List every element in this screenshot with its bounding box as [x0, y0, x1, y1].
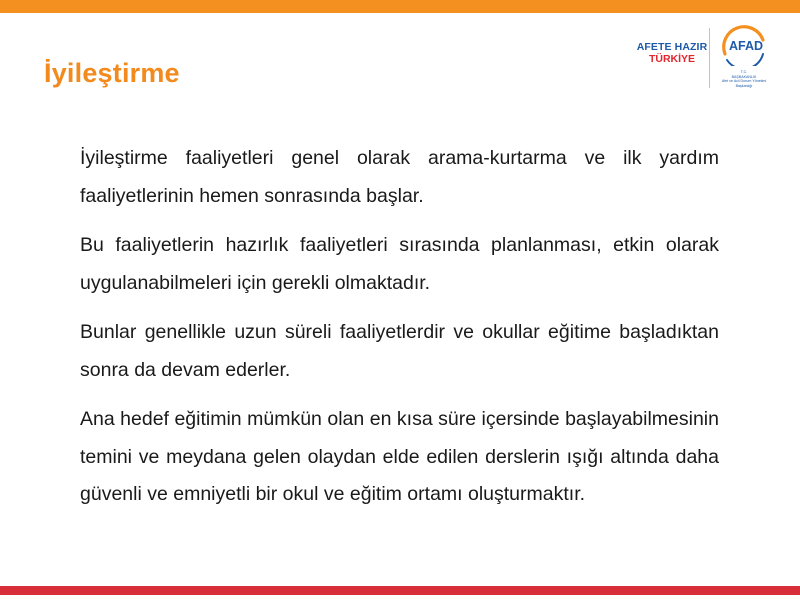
- turkiye-text: TÜRKİYE: [648, 53, 696, 65]
- afete-hazir-turkiye-logo: [630, 41, 714, 65]
- top-accent-bar: [0, 0, 800, 13]
- logo-group: [624, 24, 774, 92]
- slide-title: İyileştirme: [44, 58, 180, 88]
- body-paragraph: İyileştirme faaliyetleri genel olarak arama-kurtarma ve ilk yardım faaliyetlerinin hemen sonrasında başlar.: [80, 147, 719, 207]
- afad-logo-text: AFAD: [728, 39, 764, 53]
- afad-subtitle-line: Afet ve Acil Durum Yönetimi Başkanlığı: [721, 79, 767, 88]
- bottom-accent-bar: [0, 586, 800, 595]
- body-paragraph: Bunlar genellikle uzun süreli faaliyetlerdir ve okullar eğitime başladıktan sonra da devam ederler.: [80, 321, 719, 381]
- logo-divider: [709, 28, 710, 88]
- afad-subtitle: [716, 70, 772, 88]
- afete-hazir-text: AFETE HAZIR: [636, 41, 708, 53]
- body-paragraph: Bu faaliyetlerin hazırlık faaliyetleri sırasında planlanması, etkin olarak uygulanabilmeleri için gerekli olmaktadır.: [80, 234, 719, 294]
- afad-subtitle-line: T.C.: [740, 70, 748, 74]
- slide-body: [80, 140, 719, 526]
- body-paragraph: Ana hedef eğitimin mümkün olan en kısa süre içersinde başlayabilmesinin temini ve meydana gelen olaydan elde edilen derslerin ışığı altında daha güvenli ve emniyetli bir okul ve eğitim ortamı oluşturmaktır.: [80, 408, 719, 505]
- afad-subtitle-line: BAŞBAKANLIK: [731, 74, 757, 79]
